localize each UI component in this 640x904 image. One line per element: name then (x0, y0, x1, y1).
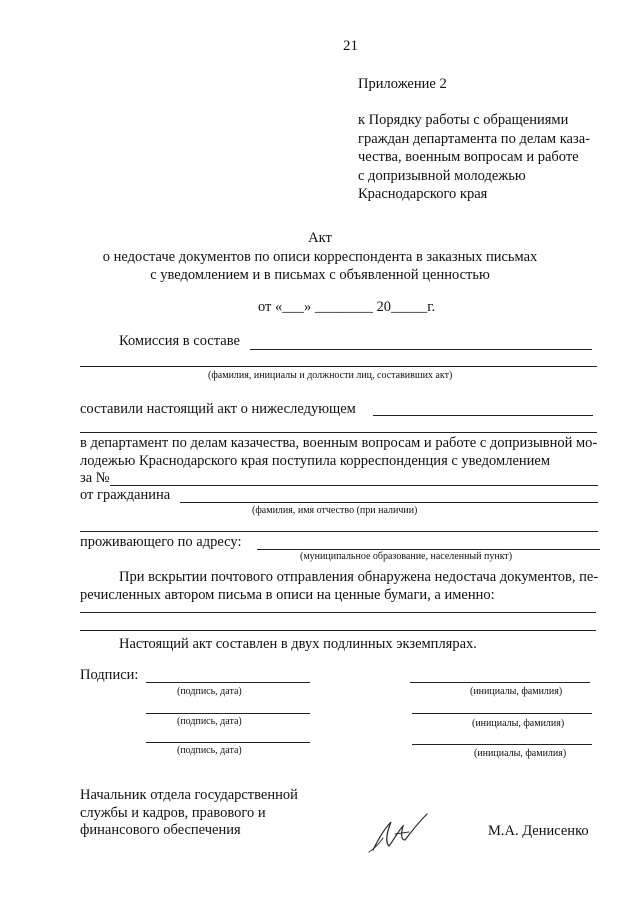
copies-text: Настоящий акт составлен в двух подлинных экземплярах. (119, 636, 477, 652)
commission-hint: (фамилия, инициалы и должности лиц, составивших акт) (208, 370, 453, 381)
opening-text: При вскрытии почтового отправления обнаружена недостача документов, пе- (119, 569, 599, 585)
signer-position (80, 787, 298, 840)
commission-field-line[interactable] (80, 366, 597, 367)
appendix-title: Приложение 2 (358, 76, 447, 92)
citizen-field-line[interactable] (80, 531, 598, 532)
signer-name: М.А. Денисенко (488, 823, 589, 839)
signature-hint: (подпись, дата) (177, 716, 242, 727)
signer-position-line: Начальник отдела государственной (80, 787, 298, 803)
signatures-label: Подписи: (80, 667, 139, 683)
citizen-hint: (фамилия, имя отчество (при наличии) (252, 505, 418, 516)
signer-position-line: финансового обеспечения (80, 822, 241, 838)
appendix-line: чества, военным вопросам и работе (358, 149, 579, 165)
appendix-line: граждан департамента по делам каза- (358, 130, 590, 147)
signer-position-line: службы и кадров, правового и (80, 804, 266, 821)
received-text: лодежью Краснодарского края поступила корреспонденция с уведомлением (80, 453, 551, 469)
name-hint: (инициалы, фамилия) (474, 748, 567, 759)
composed-field-line[interactable] (373, 415, 593, 416)
act-subtitle: с уведомлением и в письмах с объявленной ценностью (150, 267, 490, 283)
act-date-line: от «___» ________ 20_____г. (258, 299, 436, 315)
handwritten-signature (365, 808, 435, 858)
signature-line[interactable] (146, 682, 310, 683)
appendix-reference (358, 111, 608, 204)
appendix-line: Краснодарского края (358, 186, 488, 202)
appendix-line: с допризывной молодежью (358, 167, 526, 184)
signature-hint: (подпись, дата) (177, 745, 242, 756)
composed-field-line[interactable] (80, 432, 597, 433)
signature-line[interactable] (146, 713, 310, 714)
commission-field-line[interactable] (250, 349, 592, 350)
name-line[interactable] (412, 744, 592, 745)
name-line[interactable] (410, 682, 590, 683)
name-line[interactable] (412, 713, 592, 714)
page-number: 21 (343, 38, 358, 54)
details-field-line[interactable] (80, 630, 596, 631)
commission-label: Комиссия в составе (119, 333, 240, 349)
number-field-line[interactable] (110, 485, 598, 486)
composed-label: составили настоящий акт о нижеследующем (80, 401, 356, 417)
number-label: за № (80, 470, 110, 486)
name-hint: (инициалы, фамилия) (470, 686, 563, 697)
opening-text: речисленных автором письма в описи на ценные бумаги, а именно: (80, 587, 495, 603)
act-subtitle: о недостаче документов по описи корреспондента в заказных письмах (102, 249, 538, 265)
address-label: проживающего по адресу: (80, 534, 242, 550)
citizen-label: от гражданина (80, 487, 171, 503)
address-hint: (муниципальное образование, населенный пункт) (300, 551, 513, 562)
appendix-line: к Порядку работы с обращениями (358, 112, 569, 128)
signature-hint: (подпись, дата) (177, 686, 242, 697)
details-field-line[interactable] (80, 612, 596, 613)
citizen-field-line[interactable] (180, 502, 598, 503)
signature-line[interactable] (146, 742, 310, 743)
received-text: в департамент по делам казачества, военным вопросам и работе с допризывной мо- (80, 435, 598, 451)
name-hint: (инициалы, фамилия) (472, 718, 565, 729)
address-field-line[interactable] (257, 549, 600, 550)
act-title: Акт (308, 230, 332, 246)
